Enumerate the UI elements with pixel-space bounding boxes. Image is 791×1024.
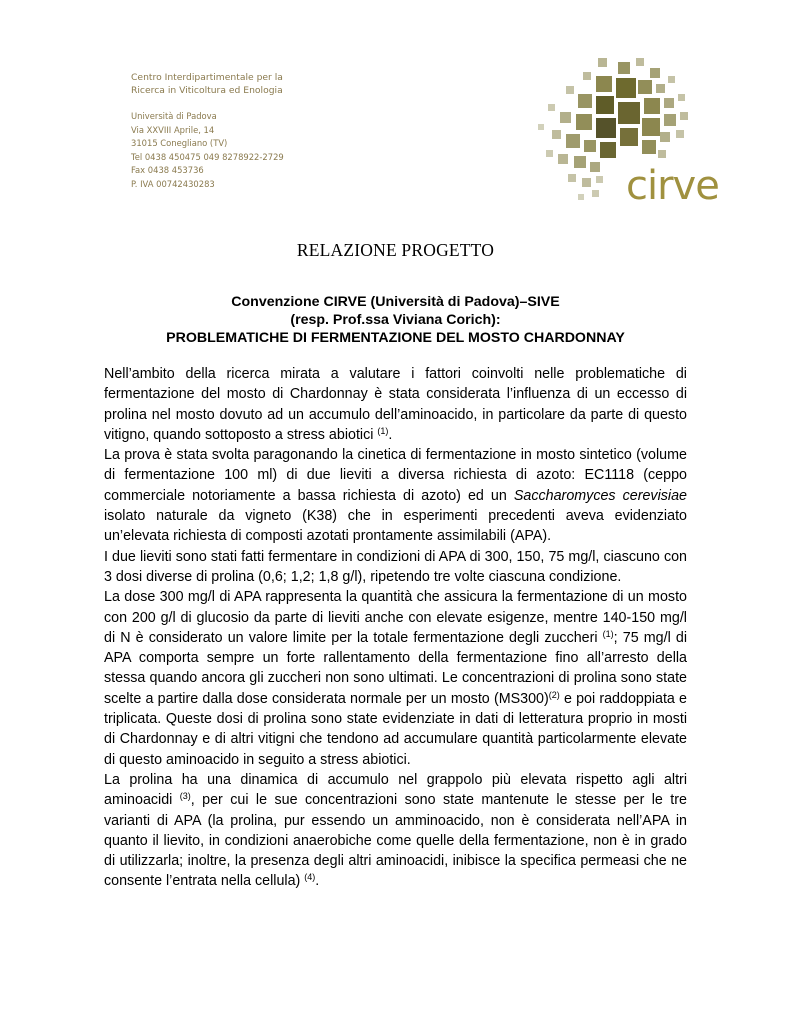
page-title: RELAZIONE PROGETTO [296, 240, 495, 260]
body-text [104, 364, 687, 892]
species-name: Saccharomyces cerevisiae [513, 487, 687, 504]
fax-line: Fax 0438 453736 [131, 165, 204, 175]
address-line: 31015 Conegliano (TV) [131, 138, 228, 148]
paragraph-text: Nell’ambito della ricerca mirata a valutare i fattori coinvolti nelle problematiche di fermentazione del mosto di Chardonnay è stata considerata l’influenza di un eccesso di prolina nel mosto dovuto ad un accumulo dell’aminoacido, in particolare da parte di questo vitigno, quando sottoposto a stress abiotici [104, 366, 687, 443]
reference-marker: (4) [304, 872, 316, 883]
paragraph-text: . [315, 873, 320, 890]
paragraph-text: La dose 300 mg/l di APA rappresenta la quantità che assicura la fermentazione di un mosto con 200 g/l di glucosio da parte di lieviti anche con elevate esigenze, mentre 140-150 mg/l di N è considerato un valore limite per la totale fermentazione degli zuccheri [104, 589, 687, 646]
paragraph-text: e poi raddoppiata e triplicata. Queste dosi di prolina sono state evidenziate in dati di letteratura proprio in mosti di Chardonnay e di altri vitigni che tendono ad accumulare quantità particolarmente elevate di questo aminoacido in seguito a stress abiotici. [104, 690, 688, 768]
paragraph-3: I due lieviti sono stati fatti fermentare in condizioni di APA di 300, 150, 75 mg/l, ciascuno con 3 dosi diverse di prolina (0,6; 1,2; 1,8 g/l), ripetendo tre volte ciascuna condizione. [104, 548, 687, 585]
subtitle-line1: Convenzione CIRVE (Università di Padova)–SIVE [231, 294, 560, 310]
paragraph-text: , per cui le sue concentrazioni sono state mantenute le stesse per le tre varianti di APA (la prolina, pur essendo un amminoacido, non è considerata nell’APA in quanto il lievito, in condizioni anaerobiche come quelle della fermentazione, non è in grado di utilizzarla; inoltre, la presenza degli altri aminoacidi, inibisce la specifica permeasi che ne consente l’entrata nella cellula) [104, 792, 687, 890]
institute-address [131, 110, 391, 191]
paragraph-4 [104, 587, 687, 770]
institute-name-line1: Centro Interdipartimentale per la [131, 72, 283, 83]
paragraph-5 [104, 770, 687, 892]
institute-name [131, 71, 391, 97]
address-line: Via XXVIII Aprile, 14 [131, 124, 215, 135]
reference-marker: (2) [548, 689, 560, 700]
paragraph-text: ; 75 mg/l di APA comporta sempre un forte rallentamento della fermentazione fino all’arresto della stessa quando ancora gli zuccheri non sono ultimati. Le concentrazioni di prolina sono state scelte a partire dalla dose considerata normale per un mosto (MS300) [104, 629, 687, 707]
reference-marker: (1) [602, 628, 614, 639]
paragraph-text: La prolina ha una dinamica di accumulo nel grappolo più elevata rispetto agli altri aminoacidi [104, 771, 687, 809]
address-line: Università di Padova [131, 111, 217, 121]
paragraph-text: isolato naturale da vigneto (K38) che in esperimenti precedenti aveva evidenziato un’elevata richiesta di composti azotati prontamente assimilabili (APA). [104, 508, 687, 545]
phone-line: Tel 0438 450475 049 8278922-2729 [131, 151, 284, 162]
paragraph-1 [104, 364, 687, 445]
paragraph-text: La prova è stata svolta paragonando la cinetica di fermentazione in mosto sintetico (volume di fermentazione 100 ml) di due lieviti a diversa richiesta di azoto: EC1118 (ceppo commerciale notoriamente a bassa richiesta di azoto) ed un [104, 447, 687, 504]
document-subtitle [100, 293, 691, 347]
institute-name-line2: Ricerca in Viticoltura ed Enologia [131, 85, 283, 96]
cirve-logo-text: cirve [626, 163, 719, 209]
vat-line: P. IVA 00742430283 [131, 178, 215, 189]
letterhead [131, 71, 391, 191]
paragraph-text: . [388, 426, 393, 443]
reference-marker: (3) [179, 791, 191, 802]
subtitle-line3: PROBLEMATICHE DI FERMENTAZIONE DEL MOSTO CHARDONNAY [166, 330, 625, 346]
paragraph-2 [104, 445, 687, 546]
subtitle-line2: (resp. Prof.ssa Viviana Corich): [290, 312, 501, 328]
reference-marker: (1) [377, 425, 389, 436]
